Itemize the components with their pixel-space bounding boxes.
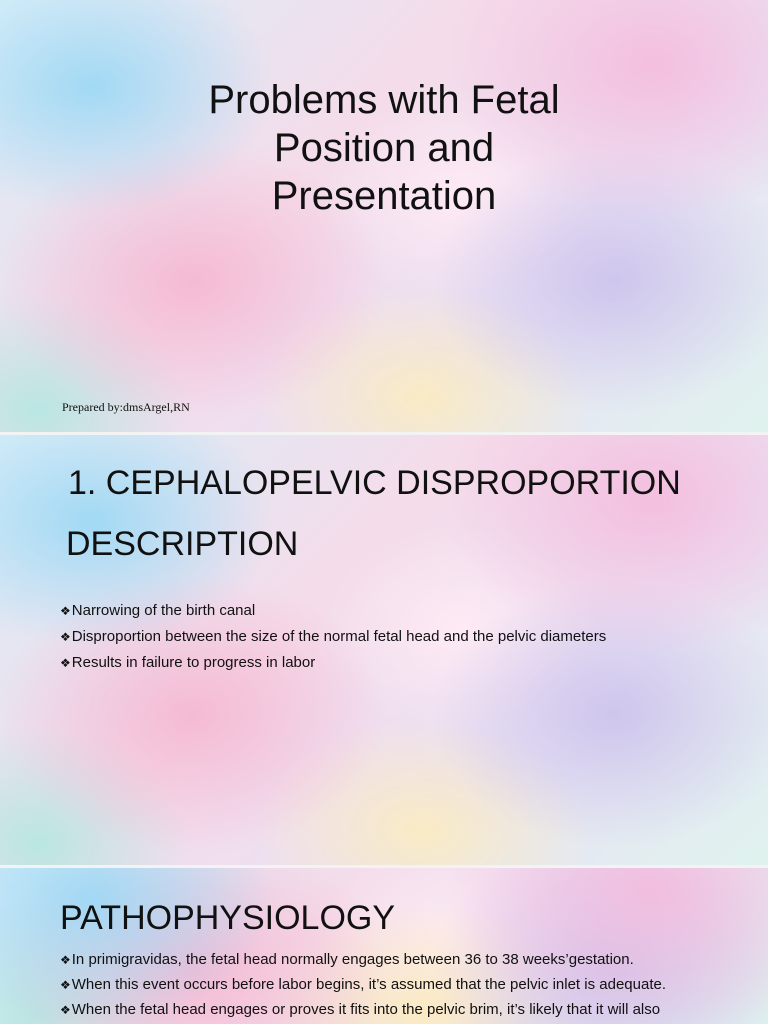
list-item — [60, 950, 666, 975]
diamond-bullet-icon: ❖ — [60, 978, 71, 992]
bullet-text: In primigravidas, the fetal head normally engages between 36 to 38 weeks’gestation. — [71, 951, 634, 968]
slide-cephalopelvic-disproportion — [0, 435, 768, 865]
list-item — [60, 601, 606, 627]
diamond-bullet-icon: ❖ — [60, 630, 71, 644]
list-item — [60, 975, 666, 1000]
slide-title — [0, 0, 768, 432]
slide-pathophysiology — [0, 868, 768, 1024]
list-item — [60, 1000, 666, 1024]
list-item — [60, 627, 606, 653]
diamond-bullet-icon: ❖ — [60, 656, 71, 670]
slide-heading: PATHOPHYSIOLOGY — [60, 899, 396, 937]
diamond-bullet-icon: ❖ — [60, 953, 71, 967]
bullet-text: When this event occurs before labor begins, it’s assumed that the pelvic inlet is adequate. — [71, 976, 666, 993]
slide-heading: 1. CEPHALOPELVIC DISPROPORTION — [68, 464, 681, 502]
slide-subheading: DESCRIPTION — [66, 525, 299, 563]
bullet-text: When the fetal head engages or proves it fits into the pelvic brim, it’s likely that it will also — [71, 1001, 661, 1018]
diamond-bullet-icon: ❖ — [60, 1003, 71, 1017]
title-line-1: Problems with Fetal — [208, 78, 560, 122]
title-line-3: Presentation — [271, 174, 497, 218]
title-line-2: Position and — [273, 126, 495, 170]
bullet-text: Disproportion between the size of the normal fetal head and the pelvic diameters — [71, 628, 607, 645]
list-item — [60, 653, 606, 679]
prepared-by-text: Prepared by:dmsArgel,RN — [62, 400, 190, 414]
bullet-list — [60, 601, 606, 679]
diamond-bullet-icon: ❖ — [60, 604, 71, 618]
bullet-list — [60, 950, 666, 1024]
bullet-text: Narrowing of the birth canal — [71, 602, 256, 619]
bullet-text: Results in failure to progress in labor — [71, 654, 316, 671]
presentation-title — [84, 76, 684, 220]
